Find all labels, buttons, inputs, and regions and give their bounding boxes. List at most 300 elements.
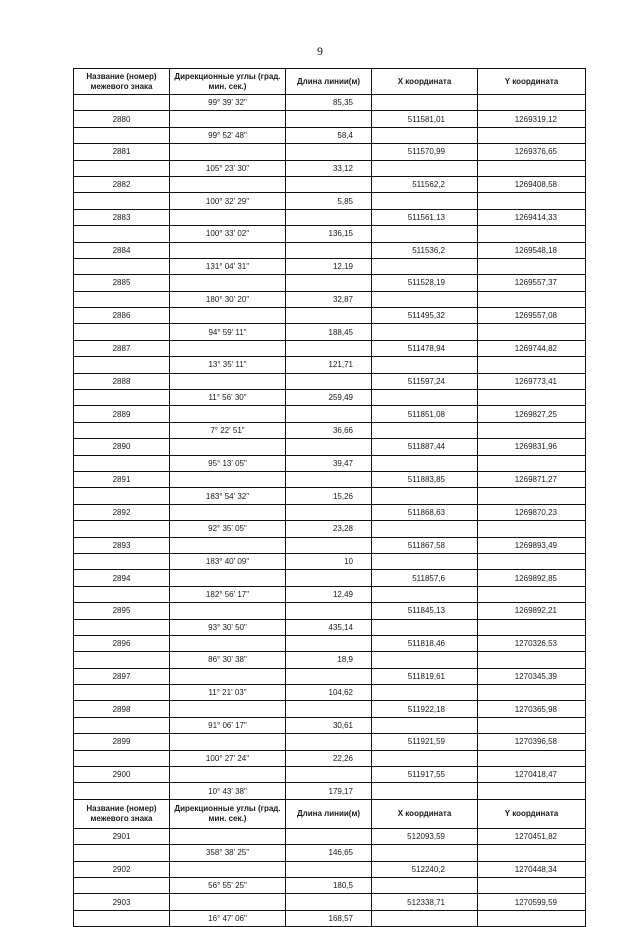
cell-name: 2885	[74, 275, 170, 291]
cell-length: 32,87	[286, 291, 372, 307]
cell-angle	[170, 828, 286, 844]
cell-length	[286, 603, 372, 619]
table-row	[74, 226, 586, 242]
cell-y: 1269870,23	[478, 504, 586, 520]
table-row	[74, 439, 586, 455]
cell-y: 1269871,27	[478, 471, 586, 487]
table-row	[74, 324, 586, 340]
cell-length	[286, 275, 372, 291]
cell-name: 2884	[74, 242, 170, 258]
table-row	[74, 471, 586, 487]
cell-angle: 358° 38' 25"	[170, 845, 286, 861]
cell-angle: 100° 33' 02"	[170, 226, 286, 242]
cell-x	[372, 455, 478, 471]
cell-x: 511581,01	[372, 111, 478, 127]
cell-name	[74, 910, 170, 926]
cell-x: 511917,55	[372, 767, 478, 783]
cell-angle: 99° 52' 48"	[170, 127, 286, 143]
cell-length: 10	[286, 553, 372, 569]
cell-x: 511478,94	[372, 340, 478, 356]
cell-length: 23,28	[286, 521, 372, 537]
cell-angle	[170, 635, 286, 651]
cell-x: 511851,08	[372, 406, 478, 422]
cell-name	[74, 324, 170, 340]
cell-length: 39,47	[286, 455, 372, 471]
cell-x	[372, 877, 478, 893]
cell-y: 1270448,34	[478, 861, 586, 877]
cell-length	[286, 701, 372, 717]
cell-name: 2897	[74, 668, 170, 684]
cell-angle	[170, 111, 286, 127]
cell-angle: 183° 54' 32"	[170, 488, 286, 504]
cell-angle	[170, 570, 286, 586]
cell-x: 512338,71	[372, 894, 478, 910]
cell-length: 36,66	[286, 422, 372, 438]
cell-y: 1269744,82	[478, 340, 586, 356]
cell-angle: 86° 30' 38"	[170, 652, 286, 668]
cell-angle	[170, 471, 286, 487]
cell-angle: 11° 21' 03"	[170, 685, 286, 701]
header-repeat-x: X координата	[372, 799, 478, 828]
cell-x: 511818,46	[372, 635, 478, 651]
cell-angle	[170, 209, 286, 225]
table-row	[74, 894, 586, 910]
cell-y	[478, 619, 586, 635]
cell-y: 1269892,21	[478, 603, 586, 619]
cell-x	[372, 553, 478, 569]
cell-x	[372, 291, 478, 307]
table-row	[74, 455, 586, 471]
cell-name	[74, 783, 170, 799]
cell-angle	[170, 603, 286, 619]
cell-y	[478, 390, 586, 406]
table-row	[74, 258, 586, 274]
cell-x	[372, 845, 478, 861]
cell-angle	[170, 439, 286, 455]
table-row	[74, 422, 586, 438]
header-y: Y координата	[478, 69, 586, 95]
table-row	[74, 668, 586, 684]
cell-y: 1269773,41	[478, 373, 586, 389]
cell-length	[286, 144, 372, 160]
cell-angle: 16° 47' 06"	[170, 910, 286, 926]
cell-length: 15,26	[286, 488, 372, 504]
cell-length: 136,15	[286, 226, 372, 242]
cell-y	[478, 160, 586, 176]
cell-x: 511883,85	[372, 471, 478, 487]
cell-name: 2898	[74, 701, 170, 717]
cell-angle: 105° 23' 30"	[170, 160, 286, 176]
table-row	[74, 685, 586, 701]
cell-x: 511528,19	[372, 275, 478, 291]
cell-length	[286, 635, 372, 651]
table-row	[74, 767, 586, 783]
cell-x	[372, 652, 478, 668]
cell-y: 1270418,47	[478, 767, 586, 783]
table-header-row	[74, 69, 586, 95]
table-row	[74, 373, 586, 389]
cell-length: 22,26	[286, 750, 372, 766]
table-row	[74, 209, 586, 225]
table-row	[74, 160, 586, 176]
cell-name: 2901	[74, 828, 170, 844]
cell-y: 1269319,12	[478, 111, 586, 127]
cell-y	[478, 910, 586, 926]
table-row	[74, 275, 586, 291]
cell-angle: 131° 04' 31"	[170, 258, 286, 274]
cell-name: 2886	[74, 308, 170, 324]
cell-x	[372, 160, 478, 176]
cell-y	[478, 685, 586, 701]
table-row	[74, 845, 586, 861]
table-row	[74, 340, 586, 356]
table-row	[74, 504, 586, 520]
cell-y	[478, 95, 586, 111]
table-row	[74, 877, 586, 893]
cell-length	[286, 570, 372, 586]
cell-length: 259,49	[286, 390, 372, 406]
cell-length	[286, 471, 372, 487]
cell-name	[74, 845, 170, 861]
cell-length: 58,4	[286, 127, 372, 143]
cell-name	[74, 390, 170, 406]
cell-name: 2881	[74, 144, 170, 160]
cell-x: 511597,24	[372, 373, 478, 389]
cell-angle: 180° 30' 20"	[170, 291, 286, 307]
table-row	[74, 176, 586, 192]
header-repeat-name: Название (номер) межевого знака	[74, 799, 170, 828]
cell-name: 2880	[74, 111, 170, 127]
cell-x: 511819,61	[372, 668, 478, 684]
cell-length: 179,17	[286, 783, 372, 799]
cell-angle	[170, 668, 286, 684]
table-row	[74, 701, 586, 717]
table-row	[74, 193, 586, 209]
table-row	[74, 635, 586, 651]
cell-length: 435,14	[286, 619, 372, 635]
table-row	[74, 95, 586, 111]
cell-angle	[170, 144, 286, 160]
table-row	[74, 717, 586, 733]
table-row	[74, 111, 586, 127]
cell-y	[478, 783, 586, 799]
cell-y	[478, 455, 586, 471]
cell-length: 12,49	[286, 586, 372, 602]
cell-y: 1269414,33	[478, 209, 586, 225]
cell-name	[74, 488, 170, 504]
cell-length	[286, 439, 372, 455]
cell-length	[286, 504, 372, 520]
cell-length: 33,12	[286, 160, 372, 176]
table-row	[74, 357, 586, 373]
cell-name	[74, 652, 170, 668]
cell-y: 1269557,08	[478, 308, 586, 324]
cell-length	[286, 111, 372, 127]
cell-length	[286, 861, 372, 877]
table-row	[74, 783, 586, 799]
table-row	[74, 537, 586, 553]
cell-x	[372, 95, 478, 111]
cell-x	[372, 357, 478, 373]
cell-y: 1270599,59	[478, 894, 586, 910]
cell-length	[286, 308, 372, 324]
table-row	[74, 390, 586, 406]
cell-angle	[170, 242, 286, 258]
cell-name: 2891	[74, 471, 170, 487]
cell-angle: 10° 43' 38"	[170, 783, 286, 799]
cell-y	[478, 652, 586, 668]
cell-x: 511921,59	[372, 734, 478, 750]
cell-y: 1270396,58	[478, 734, 586, 750]
cell-name: 2895	[74, 603, 170, 619]
cell-name: 2899	[74, 734, 170, 750]
table-header-row-repeat	[74, 799, 586, 828]
cell-y: 1269827,25	[478, 406, 586, 422]
cell-angle: 92° 35' 05"	[170, 521, 286, 537]
cell-x	[372, 619, 478, 635]
cell-name: 2887	[74, 340, 170, 356]
cell-length: 85,35	[286, 95, 372, 111]
cell-length: 168,57	[286, 910, 372, 926]
cell-name	[74, 127, 170, 143]
cell-angle	[170, 340, 286, 356]
cell-length: 188,45	[286, 324, 372, 340]
cell-y: 1270326,53	[478, 635, 586, 651]
cell-x	[372, 717, 478, 733]
table-row	[74, 652, 586, 668]
cell-x	[372, 390, 478, 406]
table-row	[74, 619, 586, 635]
cell-x	[372, 258, 478, 274]
cell-y: 1269892,85	[478, 570, 586, 586]
cell-length	[286, 894, 372, 910]
cell-angle	[170, 176, 286, 192]
cell-angle	[170, 861, 286, 877]
cell-length: 180,5	[286, 877, 372, 893]
cell-x: 511868,63	[372, 504, 478, 520]
table-row	[74, 861, 586, 877]
cell-x: 511857,6	[372, 570, 478, 586]
cell-y: 1270365,98	[478, 701, 586, 717]
cell-name	[74, 685, 170, 701]
cell-name: 2889	[74, 406, 170, 422]
cell-x: 511922,18	[372, 701, 478, 717]
cell-y	[478, 845, 586, 861]
cell-name: 2892	[74, 504, 170, 520]
cell-angle: 100° 32' 29"	[170, 193, 286, 209]
cell-y	[478, 422, 586, 438]
cell-y: 1269557,37	[478, 275, 586, 291]
cell-name	[74, 750, 170, 766]
cell-angle: 7° 22' 51"	[170, 422, 286, 438]
table-row	[74, 406, 586, 422]
cell-x: 512093,59	[372, 828, 478, 844]
cell-y: 1269893,49	[478, 537, 586, 553]
cell-y	[478, 553, 586, 569]
cell-length	[286, 767, 372, 783]
cell-y	[478, 488, 586, 504]
cell-x: 511561,13	[372, 209, 478, 225]
table-row	[74, 570, 586, 586]
cell-y: 1270451,82	[478, 828, 586, 844]
cell-y	[478, 521, 586, 537]
cell-name	[74, 521, 170, 537]
cell-x	[372, 422, 478, 438]
cell-name	[74, 877, 170, 893]
header-repeat-y: Y координата	[478, 799, 586, 828]
cell-x	[372, 586, 478, 602]
cell-name	[74, 95, 170, 111]
cell-length	[286, 668, 372, 684]
cell-y: 1269831,96	[478, 439, 586, 455]
cell-x	[372, 521, 478, 537]
header-repeat-angle: Дирекционные углы (град. мин. сек.)	[170, 799, 286, 828]
cell-name	[74, 586, 170, 602]
table-row	[74, 603, 586, 619]
cell-angle: 100° 27' 24"	[170, 750, 286, 766]
cell-angle	[170, 734, 286, 750]
cell-y	[478, 193, 586, 209]
cell-x: 511845,13	[372, 603, 478, 619]
cell-x	[372, 193, 478, 209]
cell-length	[286, 734, 372, 750]
cell-x	[372, 783, 478, 799]
cell-name: 2893	[74, 537, 170, 553]
table-row	[74, 488, 586, 504]
header-repeat-length: Длина линии(м)	[286, 799, 372, 828]
cell-y: 1269408,58	[478, 176, 586, 192]
cell-angle	[170, 767, 286, 783]
cell-y	[478, 258, 586, 274]
cell-angle	[170, 701, 286, 717]
table-row	[74, 553, 586, 569]
cell-x: 512240,2	[372, 861, 478, 877]
cell-angle: 91° 06' 17"	[170, 717, 286, 733]
cell-y	[478, 586, 586, 602]
cell-angle: 56° 55' 25"	[170, 877, 286, 893]
cell-y: 1269376,65	[478, 144, 586, 160]
cell-angle: 11° 56' 30"	[170, 390, 286, 406]
cell-angle	[170, 537, 286, 553]
table-row	[74, 910, 586, 926]
cell-x	[372, 226, 478, 242]
cell-length: 146,65	[286, 845, 372, 861]
cell-length	[286, 209, 372, 225]
cell-x: 511867,58	[372, 537, 478, 553]
cell-angle	[170, 894, 286, 910]
cell-x	[372, 127, 478, 143]
cell-angle: 94° 59' 11"	[170, 324, 286, 340]
table-row	[74, 521, 586, 537]
cell-length: 121,71	[286, 357, 372, 373]
cell-x: 511887,44	[372, 439, 478, 455]
header-name: Название (номер) межевого знака	[74, 69, 170, 95]
table-row	[74, 734, 586, 750]
table-row	[74, 750, 586, 766]
cell-length	[286, 373, 372, 389]
cell-x: 511536,2	[372, 242, 478, 258]
page-number: 9	[317, 44, 323, 58]
table-row	[74, 308, 586, 324]
cell-length: 12,19	[286, 258, 372, 274]
cell-name	[74, 226, 170, 242]
cell-x	[372, 750, 478, 766]
cell-x: 511570,99	[372, 144, 478, 160]
cell-length	[286, 176, 372, 192]
cell-y	[478, 226, 586, 242]
table-row	[74, 127, 586, 143]
cell-x	[372, 488, 478, 504]
cell-x	[372, 685, 478, 701]
cell-name: 2888	[74, 373, 170, 389]
cell-y: 1269548,18	[478, 242, 586, 258]
cell-name	[74, 455, 170, 471]
cell-y: 1270345,39	[478, 668, 586, 684]
table-row	[74, 144, 586, 160]
cell-angle	[170, 504, 286, 520]
cell-y	[478, 291, 586, 307]
cell-name: 2896	[74, 635, 170, 651]
cell-x: 511562,2	[372, 176, 478, 192]
cell-y	[478, 357, 586, 373]
cell-length	[286, 340, 372, 356]
cell-x	[372, 324, 478, 340]
cell-length	[286, 242, 372, 258]
cell-y	[478, 127, 586, 143]
cell-name	[74, 619, 170, 635]
cell-angle: 95° 13' 05"	[170, 455, 286, 471]
table-row	[74, 291, 586, 307]
cell-name	[74, 291, 170, 307]
cell-y	[478, 717, 586, 733]
cell-angle: 183° 40' 09"	[170, 553, 286, 569]
cell-name: 2883	[74, 209, 170, 225]
cell-name	[74, 357, 170, 373]
header-length: Длина линии(м)	[286, 69, 372, 95]
cell-name: 2894	[74, 570, 170, 586]
cell-name	[74, 193, 170, 209]
cell-name: 2890	[74, 439, 170, 455]
cell-y	[478, 877, 586, 893]
cell-name	[74, 717, 170, 733]
cell-y	[478, 324, 586, 340]
cell-length	[286, 537, 372, 553]
cell-angle	[170, 406, 286, 422]
cell-length: 30,61	[286, 717, 372, 733]
cell-angle	[170, 373, 286, 389]
cell-length	[286, 406, 372, 422]
cell-name: 2900	[74, 767, 170, 783]
cell-name	[74, 553, 170, 569]
table-row	[74, 242, 586, 258]
cell-name: 2903	[74, 894, 170, 910]
cell-angle	[170, 308, 286, 324]
cell-name	[74, 160, 170, 176]
table-row	[74, 586, 586, 602]
cell-angle: 93° 30' 50"	[170, 619, 286, 635]
cell-length	[286, 828, 372, 844]
cell-y	[478, 750, 586, 766]
cell-angle: 182° 56' 17"	[170, 586, 286, 602]
cell-x: 511495,32	[372, 308, 478, 324]
cell-name	[74, 422, 170, 438]
cell-length: 18,9	[286, 652, 372, 668]
cell-angle: 99° 39' 32"	[170, 95, 286, 111]
cell-name	[74, 258, 170, 274]
cell-angle: 13° 35' 11"	[170, 357, 286, 373]
cell-angle	[170, 275, 286, 291]
coordinates-table	[73, 68, 586, 927]
